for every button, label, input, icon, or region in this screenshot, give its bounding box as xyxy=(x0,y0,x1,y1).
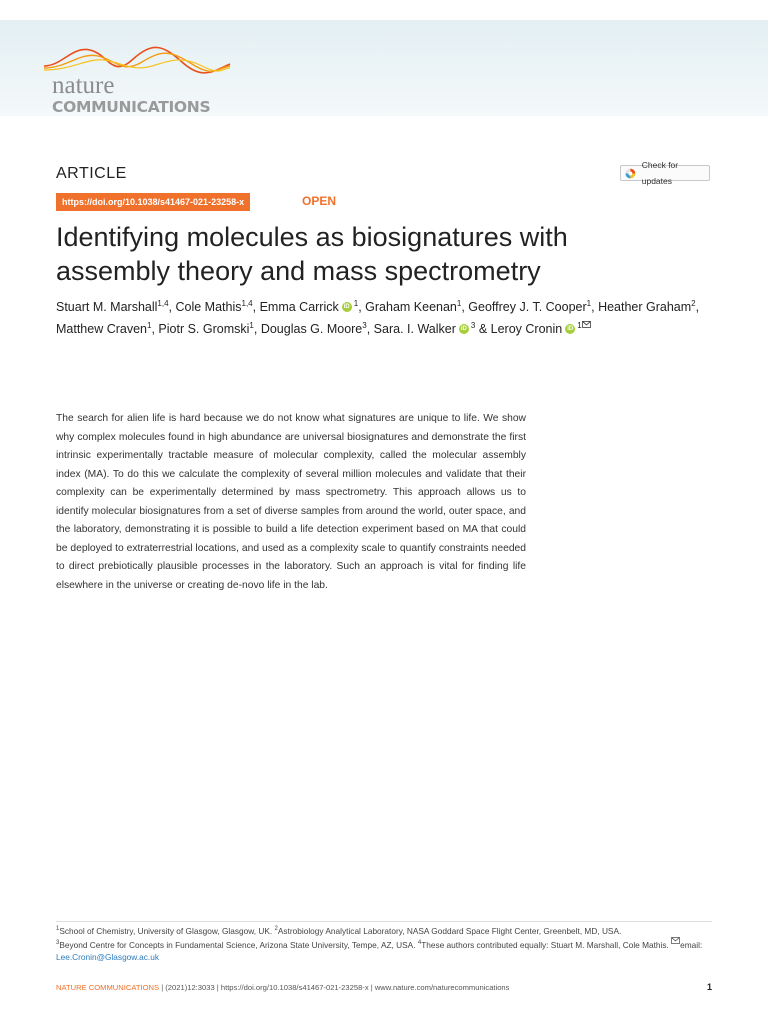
affiliations xyxy=(56,925,716,963)
author-item xyxy=(491,322,591,336)
journal-logo[interactable] xyxy=(42,42,232,122)
author-name[interactable]: Sara. I. Walker xyxy=(373,322,456,336)
aff-3-sup: 3 xyxy=(56,940,60,946)
author-name[interactable]: Matthew Craven xyxy=(56,322,148,336)
doi-link[interactable]: https://doi.org/10.1038/s41467-021-23258-x xyxy=(56,193,250,211)
footer-citation: | (2021)12:3033 | https://doi.org/10.1038/s41467-021-23258-x | www.nature.com/naturecommunications xyxy=(159,983,510,992)
footer-journal-name: NATURE COMMUNICATIONS xyxy=(56,983,160,992)
author-item xyxy=(260,300,359,314)
author-name[interactable]: Stuart M. Marshall xyxy=(56,300,158,314)
author-affiliation-sup: 1,4 xyxy=(241,298,253,308)
author-conjunction: & xyxy=(478,322,488,336)
orcid-icon[interactable]: iD xyxy=(460,325,467,332)
author-affiliation-sup: 1 xyxy=(353,298,359,308)
author-affiliation-sup: 3 xyxy=(470,320,476,330)
aff-3: Beyond Centre for Concepts in Fundamental Science, Arizona State University, Tempe, AZ, USA. xyxy=(59,939,416,950)
author-affiliation-sup: 1 xyxy=(586,298,592,308)
page-footer xyxy=(56,983,712,993)
author-item xyxy=(598,300,696,314)
author-item xyxy=(261,322,367,336)
logo-word-nature: nature xyxy=(52,72,115,99)
author-affiliation-sup: 3 xyxy=(362,320,367,330)
author-name[interactable]: Leroy Cronin xyxy=(490,322,563,336)
author-name[interactable]: Heather Graham xyxy=(598,300,692,314)
aff-1: School of Chemistry, University of Glasgow, Glasgow, UK. xyxy=(59,926,273,936)
article-type-label: ARTICLE xyxy=(56,165,127,182)
author-list: Stuart M. Marshall$^{1,4}$, Cole Mathis$^{1,4}$, Emma Carrick iD $^1$, Graham Keenan$^1$, Geoffrey J. T. Cooper$^1$, Heather Graham$^2$, Matthew Craven$^1$, Piotr S. Gromski$^1$, Douglas G. Moore$^3$, Sara. I. Walker iD $^3$ & Leroy Cronin iD $^1$ xyxy=(56,298,700,336)
author-affiliation-sup: 2 xyxy=(691,298,696,308)
orcid-icon[interactable]: iD xyxy=(343,303,350,310)
author-item xyxy=(158,322,253,336)
author-item xyxy=(365,300,461,314)
email-prefix: email: xyxy=(680,939,703,950)
open-access-label: OPEN xyxy=(302,194,337,208)
page-number: 1 xyxy=(706,982,712,992)
author-name[interactable]: Douglas G. Moore xyxy=(260,322,363,336)
aff-2: Astrobiology Analytical Laboratory, NASA Goddard Space Flight Center, Greenbelt, MD, USA. xyxy=(277,926,622,936)
author-item xyxy=(176,300,253,314)
author-affiliation-sup: 1 xyxy=(456,298,462,308)
affiliations-divider xyxy=(56,921,712,922)
orcid-icon[interactable]: iD xyxy=(567,325,574,332)
author-name[interactable]: Emma Carrick xyxy=(259,300,339,314)
aff-2-sup: 2 xyxy=(274,926,278,933)
abstract: The search for alien life is hard because we do not know what signatures are unique to life. We show why complex molecules found in high abundance are universal biosignatures and demonstrate the first intrinsic experimentally tractable measure of molecular complexity, called the molecular assembly index (MA). To do this we calculate the complexity of several million molecules and validate that their complexity can be experimentally determined by mass spectrometry. This approach allows us to identify molecular biosignatures from a set of diverse samples from around the world, outer space, and the laboratory, demonstrating it is possible to build a life detection experiment based on MA that could be deployed to extraterrestrial locations, and used as a complexity scale to quantify constraints needed to direct prebiotically plausible processes in the laboratory. Such an approach is vital for finding life elsewhere in the universe or creating de-novo life in the lab. xyxy=(56,413,526,591)
mail-icon xyxy=(671,937,680,944)
author-name[interactable]: Piotr S. Gromski xyxy=(158,322,250,336)
author-affiliation-sup: 1,4 xyxy=(157,298,169,308)
journal-header-band xyxy=(0,20,768,116)
author-name[interactable]: Geoffrey J. T. Cooper xyxy=(468,300,587,314)
author-name[interactable]: Cole Mathis xyxy=(175,300,242,314)
author-name[interactable]: Graham Keenan xyxy=(365,300,457,314)
corresponding-email-link[interactable]: Lee.Cronin@Glasgow.ac.uk xyxy=(56,951,159,962)
aff-4: These authors contributed equally: Stuart M. Marshall, Cole Mathis. xyxy=(421,939,669,950)
aff-4-sup: 4 xyxy=(417,940,422,946)
author-item xyxy=(374,322,476,336)
crossmark-icon xyxy=(625,168,636,179)
logo-word-communications: COMMUNICATIONS xyxy=(52,98,211,116)
author-affiliation-sup: 1 xyxy=(147,320,152,330)
author-item xyxy=(56,300,169,314)
author-item xyxy=(56,322,151,336)
author-item xyxy=(468,300,591,314)
corresponding-mail-icon xyxy=(582,321,591,328)
check-for-updates-label: Check for updates xyxy=(641,160,679,186)
article-title: Identifying molecules as biosignatures with assembly theory and mass spectrometry xyxy=(56,222,568,286)
aff-1-sup: 1 xyxy=(56,926,60,933)
check-for-updates-button[interactable] xyxy=(620,160,710,186)
author-affiliation-sup: 1 xyxy=(249,320,254,330)
author-affiliation-sup: 1 xyxy=(577,320,582,330)
